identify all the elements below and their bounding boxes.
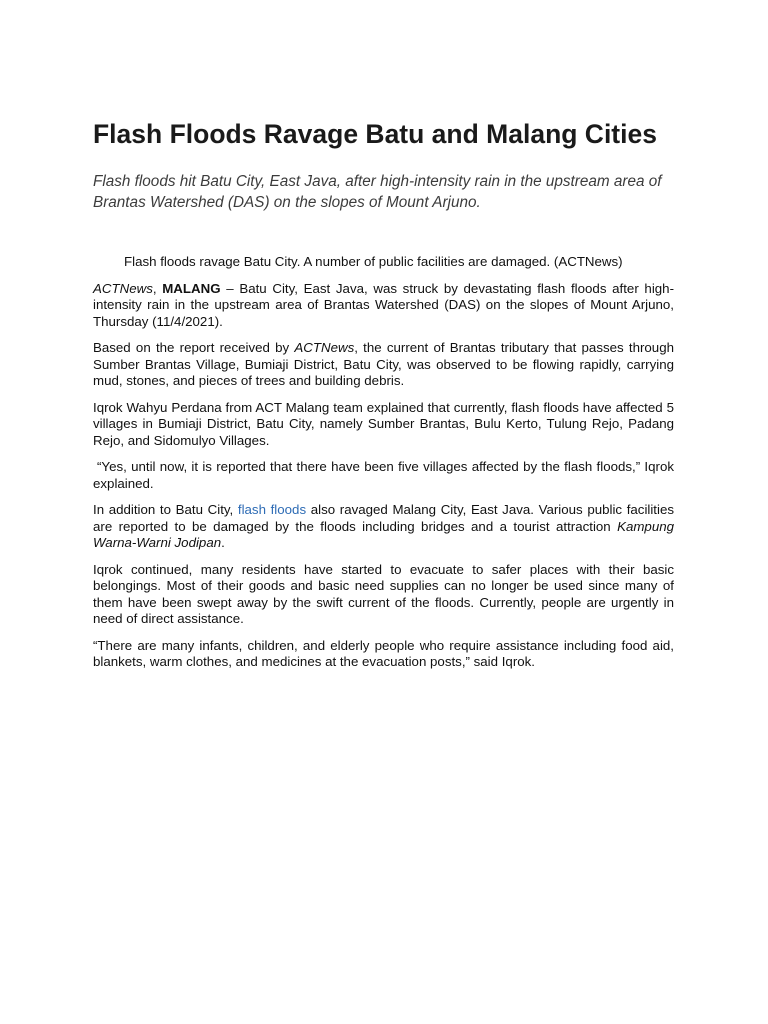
paragraph-2 [93,340,674,390]
paragraph-6: Iqrok continued, many residents have started to evacuate to safer places with their basic belongings. Most of their goods and basic need supplies can no longer be used since many of them have been swept away by the swift current of the floods. Currently, people are urgently in need of direct assistance. [93,561,674,626]
paragraph-5-after: . [221,535,225,550]
source-name: ACTNews [93,280,153,296]
article-title: Flash Floods Ravage Batu and Malang Cities [93,119,657,149]
dateline: MALANG [162,280,221,296]
paragraph-3: Iqrok Wahyu Perdana from ACT Malang team explained that currently, flash floods have affected 5 villages in Bumiaji District, Batu City, namely Sumber Brantas, Bulu Kerto, Tulung Rejo, Padang Rejo, and Sidomulyo Villages. [93,399,674,448]
paragraph-2-before: Based on the report received by [93,340,295,355]
paragraph-5-middle: also ravaged Malang City, East Java. Various public facilities are reported to be damaged by the floods including bridges and a tourist attraction [93,502,674,534]
article-subtitle: Flash floods hit Batu City, East Java, after high-intensity rain in the upstream area of Brantas Watershed (DAS) on the slopes of Mount Arjuno. [93,173,662,211]
separator: , [152,280,163,296]
paragraph-1 [93,281,674,331]
source-name: ACTNews [294,340,355,355]
image-caption: Flash floods ravage Batu City. A number of public facilities are damaged. (ACTNews) [124,254,623,269]
paragraph-5 [93,502,674,552]
paragraph-4-quote: “Yes, until now, it is reported that there have been five villages affected by the flash floods,” Iqrok explained. [93,459,674,491]
paragraph-2-after: , the current of Brantas tributary that passes through Sumber Brantas Village, Bumiaji District, Batu City, was observed to be flowing rapidly, carrying mud, stones, and pieces of trees and building debris. [93,340,674,388]
paragraph-7-quote: “There are many infants, children, and elderly people who require assistance including food aid, blankets, warm clothes, and medicines at the evacuation posts,” said Iqrok. [93,637,674,669]
article [93,118,674,671]
flash-floods-link[interactable]: flash floods [237,502,307,517]
place-name: Kampung Warna-Warni Jodipan [93,518,674,550]
paragraph-1-body: – Batu City, East Java, was struck by devastating flash floods after high-intensity rain in the upstream area of Brantas Watershed (DAS) on the slopes of Mount Arjuno, Thursday (11/4/2021). [93,280,674,329]
paragraph-5-before: In addition to Batu City, [93,502,238,517]
